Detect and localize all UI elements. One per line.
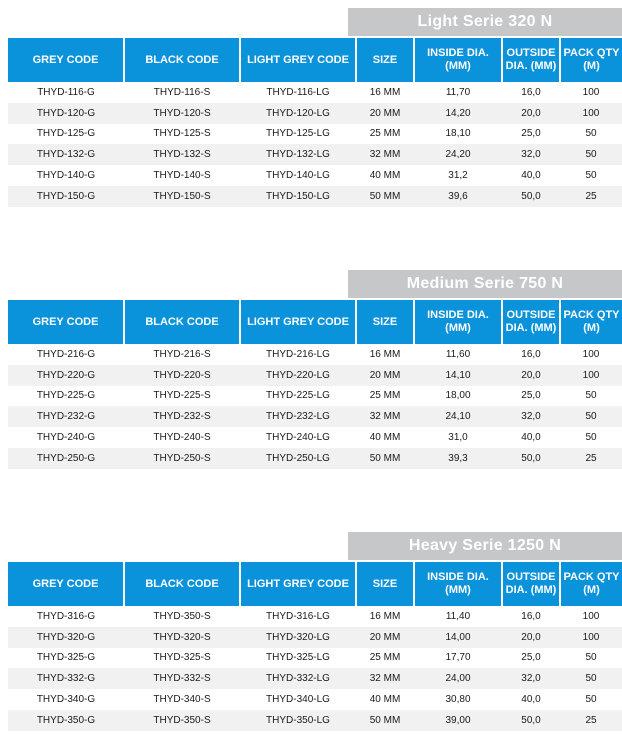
grey-code-cell: THYD-340-G [8, 689, 124, 710]
light-grey-code-cell: THYD-240-LG [240, 427, 356, 448]
size-cell: 25 MM [356, 124, 414, 145]
grey-code-cell: THYD-140-G [8, 165, 124, 186]
light-grey-code-cell: THYD-316-LG [240, 606, 356, 627]
inside-dia-cell: 11,40 [414, 606, 502, 627]
black-code-cell: THYD-140-S [124, 165, 240, 186]
black-code-cell: THYD-120-S [124, 103, 240, 124]
grey-code-cell: THYD-232-G [8, 406, 124, 427]
size-cell: 40 MM [356, 689, 414, 710]
grey-code-cell: THYD-225-G [8, 386, 124, 407]
outside-dia-cell: 32,0 [502, 668, 560, 689]
table-row [8, 124, 622, 145]
size-cell: 25 MM [356, 386, 414, 407]
size-header: SIZE [356, 300, 414, 344]
pack-qty-cell: 100 [560, 103, 622, 124]
inside-dia-cell: 24,00 [414, 668, 502, 689]
outside-dia-cell: 25,0 [502, 648, 560, 669]
table-row [8, 668, 622, 689]
inside-dia-header: INSIDE DIA. (MM) [414, 38, 502, 82]
grey-code-header: GREY CODE [8, 300, 124, 344]
grey-code-cell: THYD-320-G [8, 627, 124, 648]
inside-dia-cell: 11,70 [414, 82, 502, 103]
grey-code-cell: THYD-116-G [8, 82, 124, 103]
size-cell: 32 MM [356, 144, 414, 165]
black-code-cell: THYD-332-S [124, 668, 240, 689]
size-cell: 16 MM [356, 82, 414, 103]
table-row [8, 144, 622, 165]
outside-dia-cell: 20,0 [502, 365, 560, 386]
size-cell: 40 MM [356, 165, 414, 186]
black-code-cell: THYD-216-S [124, 344, 240, 365]
spec-table [8, 300, 622, 469]
table-row [8, 186, 622, 207]
light-grey-code-cell: THYD-232-LG [240, 406, 356, 427]
table-row [8, 710, 622, 731]
black-code-cell: THYD-225-S [124, 386, 240, 407]
grey-code-header: GREY CODE [8, 38, 124, 82]
light-grey-code-cell: THYD-132-LG [240, 144, 356, 165]
outside-dia-header: OUTSIDE DIA. (MM) [502, 562, 560, 606]
light-grey-code-cell: THYD-125-LG [240, 124, 356, 145]
pack-qty-cell: 100 [560, 344, 622, 365]
pack-qty-cell: 25 [560, 448, 622, 469]
outside-dia-cell: 40,0 [502, 427, 560, 448]
black-code-header: BLACK CODE [124, 300, 240, 344]
grey-code-cell: THYD-120-G [8, 103, 124, 124]
size-cell: 20 MM [356, 365, 414, 386]
pack-qty-cell: 50 [560, 124, 622, 145]
size-header: SIZE [356, 562, 414, 606]
table-row [8, 386, 622, 407]
outside-dia-cell: 20,0 [502, 103, 560, 124]
pack-qty-cell: 100 [560, 82, 622, 103]
pack-qty-cell: 100 [560, 627, 622, 648]
header-row [8, 38, 622, 82]
grey-code-cell: THYD-240-G [8, 427, 124, 448]
table-row [8, 82, 622, 103]
black-code-cell: THYD-350-S [124, 710, 240, 731]
inside-dia-cell: 39,00 [414, 710, 502, 731]
size-cell: 40 MM [356, 427, 414, 448]
outside-dia-cell: 40,0 [502, 165, 560, 186]
size-cell: 25 MM [356, 648, 414, 669]
pack-qty-cell: 50 [560, 165, 622, 186]
serie-title: Heavy Serie 1250 N [348, 532, 622, 560]
light-grey-code-cell: THYD-250-LG [240, 448, 356, 469]
outside-dia-cell: 40,0 [502, 689, 560, 710]
black-code-header: BLACK CODE [124, 38, 240, 82]
table-row [8, 448, 622, 469]
inside-dia-cell: 17,70 [414, 648, 502, 669]
pack-qty-cell: 50 [560, 406, 622, 427]
black-code-cell: THYD-340-S [124, 689, 240, 710]
black-code-cell: THYD-220-S [124, 365, 240, 386]
black-code-cell: THYD-250-S [124, 448, 240, 469]
outside-dia-cell: 50,0 [502, 448, 560, 469]
table-row [8, 689, 622, 710]
outside-dia-cell: 25,0 [502, 124, 560, 145]
inside-dia-header: INSIDE DIA. (MM) [414, 562, 502, 606]
size-cell: 32 MM [356, 668, 414, 689]
inside-dia-cell: 24,10 [414, 406, 502, 427]
light-grey-code-cell: THYD-225-LG [240, 386, 356, 407]
serie-title: Medium Serie 750 N [348, 270, 622, 298]
black-code-cell: THYD-116-S [124, 82, 240, 103]
grey-code-cell: THYD-332-G [8, 668, 124, 689]
pack-qty-cell: 100 [560, 606, 622, 627]
pack-qty-header: PACK QTY (M) [560, 300, 622, 344]
outside-dia-cell: 16,0 [502, 82, 560, 103]
header-row [8, 562, 622, 606]
size-cell: 16 MM [356, 344, 414, 365]
size-header: SIZE [356, 38, 414, 82]
grey-code-cell: THYD-220-G [8, 365, 124, 386]
pack-qty-cell: 50 [560, 648, 622, 669]
table-row [8, 648, 622, 669]
inside-dia-cell: 14,00 [414, 627, 502, 648]
outside-dia-cell: 32,0 [502, 144, 560, 165]
light-grey-code-cell: THYD-220-LG [240, 365, 356, 386]
inside-dia-cell: 39,6 [414, 186, 502, 207]
pack-qty-cell: 25 [560, 186, 622, 207]
outside-dia-header: OUTSIDE DIA. (MM) [502, 300, 560, 344]
table-row [8, 406, 622, 427]
black-code-cell: THYD-320-S [124, 627, 240, 648]
light-grey-code-cell: THYD-340-LG [240, 689, 356, 710]
inside-dia-cell: 24,20 [414, 144, 502, 165]
pack-qty-cell: 100 [560, 365, 622, 386]
black-code-cell: THYD-240-S [124, 427, 240, 448]
outside-dia-cell: 25,0 [502, 386, 560, 407]
size-cell: 50 MM [356, 448, 414, 469]
grey-code-cell: THYD-350-G [8, 710, 124, 731]
pack-qty-cell: 25 [560, 710, 622, 731]
spec-table [8, 562, 622, 731]
size-cell: 50 MM [356, 186, 414, 207]
table-row [8, 427, 622, 448]
black-code-cell: THYD-125-S [124, 124, 240, 145]
light-grey-code-cell: THYD-332-LG [240, 668, 356, 689]
size-cell: 32 MM [356, 406, 414, 427]
light-grey-code-cell: THYD-325-LG [240, 648, 356, 669]
pack-qty-cell: 50 [560, 386, 622, 407]
table-row [8, 344, 622, 365]
light-grey-code-cell: THYD-216-LG [240, 344, 356, 365]
light-grey-code-header: LIGHT GREY CODE [240, 300, 356, 344]
outside-dia-cell: 20,0 [502, 627, 560, 648]
light-grey-code-cell: THYD-140-LG [240, 165, 356, 186]
serie-title: Light Serie 320 N [348, 8, 622, 36]
size-cell: 20 MM [356, 627, 414, 648]
spec-table [8, 38, 622, 207]
black-code-cell: THYD-350-S [124, 606, 240, 627]
size-cell: 50 MM [356, 710, 414, 731]
table-row [8, 627, 622, 648]
table-row [8, 365, 622, 386]
inside-dia-header: INSIDE DIA. (MM) [414, 300, 502, 344]
table-row [8, 165, 622, 186]
inside-dia-cell: 18,00 [414, 386, 502, 407]
grey-code-cell: THYD-325-G [8, 648, 124, 669]
size-cell: 20 MM [356, 103, 414, 124]
light-grey-code-cell: THYD-120-LG [240, 103, 356, 124]
size-cell: 16 MM [356, 606, 414, 627]
grey-code-cell: THYD-132-G [8, 144, 124, 165]
light-grey-code-header: LIGHT GREY CODE [240, 38, 356, 82]
grey-code-cell: THYD-125-G [8, 124, 124, 145]
light-grey-code-cell: THYD-150-LG [240, 186, 356, 207]
pack-qty-cell: 50 [560, 427, 622, 448]
pack-qty-cell: 50 [560, 144, 622, 165]
outside-dia-cell: 50,0 [502, 186, 560, 207]
black-code-header: BLACK CODE [124, 562, 240, 606]
inside-dia-cell: 30,80 [414, 689, 502, 710]
grey-code-cell: THYD-216-G [8, 344, 124, 365]
black-code-cell: THYD-325-S [124, 648, 240, 669]
outside-dia-cell: 32,0 [502, 406, 560, 427]
light-grey-code-cell: THYD-320-LG [240, 627, 356, 648]
header-row [8, 300, 622, 344]
grey-code-header: GREY CODE [8, 562, 124, 606]
pack-qty-cell: 50 [560, 689, 622, 710]
black-code-cell: THYD-132-S [124, 144, 240, 165]
grey-code-cell: THYD-150-G [8, 186, 124, 207]
outside-dia-header: OUTSIDE DIA. (MM) [502, 38, 560, 82]
pack-qty-cell: 50 [560, 668, 622, 689]
grey-code-cell: THYD-250-G [8, 448, 124, 469]
grey-code-cell: THYD-316-G [8, 606, 124, 627]
light-grey-code-cell: THYD-350-LG [240, 710, 356, 731]
inside-dia-cell: 39,3 [414, 448, 502, 469]
pack-qty-header: PACK QTY (M) [560, 38, 622, 82]
inside-dia-cell: 31,2 [414, 165, 502, 186]
table-row [8, 103, 622, 124]
inside-dia-cell: 31,0 [414, 427, 502, 448]
light-grey-code-cell: THYD-116-LG [240, 82, 356, 103]
inside-dia-cell: 14,20 [414, 103, 502, 124]
black-code-cell: THYD-150-S [124, 186, 240, 207]
pack-qty-header: PACK QTY (M) [560, 562, 622, 606]
outside-dia-cell: 16,0 [502, 344, 560, 365]
outside-dia-cell: 50,0 [502, 710, 560, 731]
inside-dia-cell: 14,10 [414, 365, 502, 386]
light-grey-code-header: LIGHT GREY CODE [240, 562, 356, 606]
table-row [8, 606, 622, 627]
inside-dia-cell: 18,10 [414, 124, 502, 145]
inside-dia-cell: 11,60 [414, 344, 502, 365]
black-code-cell: THYD-232-S [124, 406, 240, 427]
outside-dia-cell: 16,0 [502, 606, 560, 627]
